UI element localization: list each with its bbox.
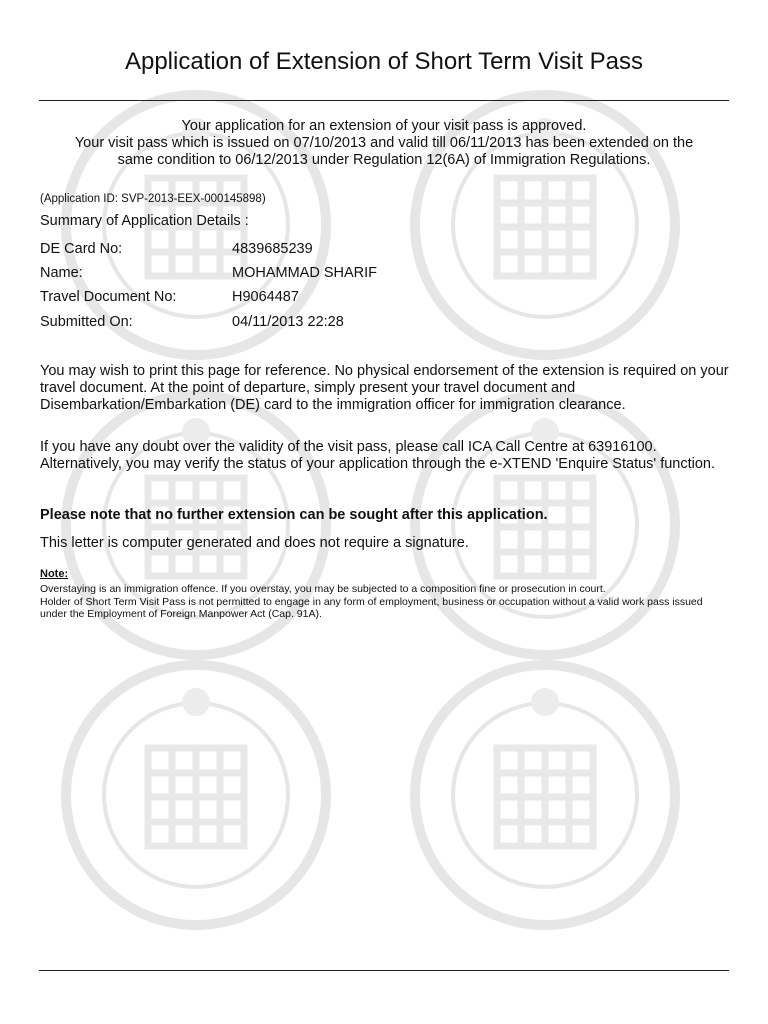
- approval-line-3: same condition to 06/12/2013 under Regulation 12(6A) of Immigration Regulations.: [117, 152, 651, 168]
- detail-value: 4839685239: [232, 241, 313, 257]
- note-text: [40, 583, 730, 621]
- approval-line-2: Your visit pass which is issued on 07/10/2013 and valid till 06/11/2013 has been extended on the: [74, 135, 694, 151]
- page-title: Application of Extension of Short Term Visit Pass: [124, 48, 644, 75]
- note-line-employment: Holder of Short Term Visit Pass is not permitted to engage in any form of employment, business or occupation without a valid work pass issued under the Employment of Foreign Manpower Act (Cap. 91A).: [40, 595, 703, 620]
- detail-value: 04/11/2013 22:28: [232, 314, 344, 330]
- validity-doubt-paragraph: If you have any doubt over the validity of the visit pass, please call ICA Call Centre at 63916100. Alternatively, you may verify the status of your application through the e-XTEND 'Enquire Status' function.: [40, 439, 716, 472]
- detail-label: DE Card No:: [40, 241, 123, 257]
- bottom-divider: [39, 970, 729, 971]
- note-line-overstay: Overstaying is an immigration offence. If you overstay, you may be subjected to a composition fine or prosecution in court.: [40, 583, 606, 595]
- detail-value: MOHAMMAD SHARIF: [232, 265, 377, 281]
- print-instructions-paragraph: You may wish to print this page for reference. No physical endorsement of the extension is required on your travel document. At the point of departure, simply present your travel document and Disembarkation/Embarkation (DE) card to the immigration officer for immigration clearance.: [40, 363, 729, 413]
- top-divider: [39, 100, 729, 101]
- detail-label: Name:: [40, 265, 83, 281]
- detail-value: H9064487: [232, 289, 299, 305]
- summary-heading: Summary of Application Details :: [40, 213, 249, 229]
- computer-generated-statement: This letter is computer generated and does not require a signature.: [40, 535, 469, 551]
- note-label: Note:: [40, 568, 69, 580]
- approval-line-1: Your application for an extension of your visit pass is approved.: [181, 118, 587, 134]
- application-id: (Application ID: SVP-2013-EEX-000145898): [40, 193, 266, 205]
- detail-label: Travel Document No:: [40, 289, 177, 305]
- no-further-extension-notice: Please note that no further extension can be sought after this application.: [40, 507, 548, 523]
- detail-label: Submitted On:: [40, 314, 133, 330]
